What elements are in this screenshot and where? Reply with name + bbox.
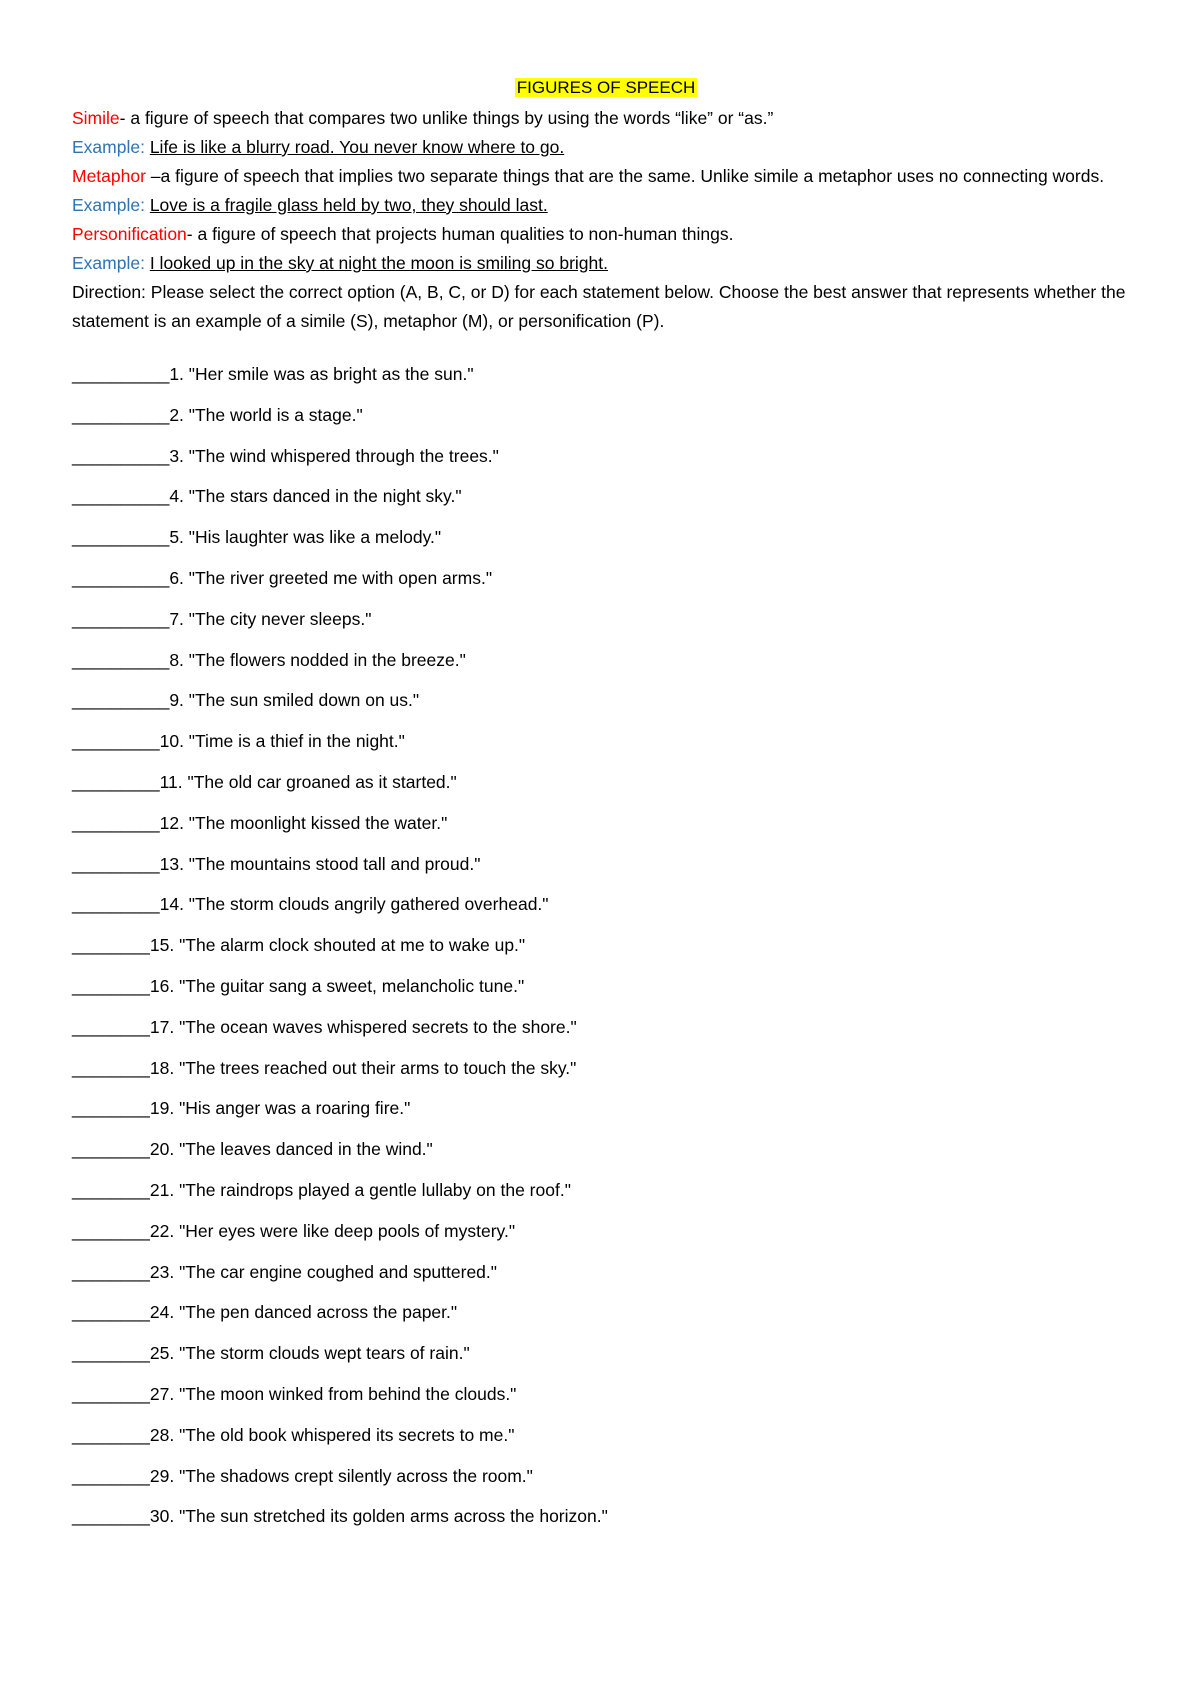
question-item — [72, 599, 1140, 640]
definition-metaphor — [72, 162, 1140, 191]
answer-blank[interactable]: _________ — [72, 894, 160, 915]
example-text: Life is like a blurry road. You never know where to go. — [149, 137, 565, 157]
answer-blank[interactable]: ________ — [72, 935, 150, 956]
term-personification: Personification — [72, 224, 187, 244]
title-row — [72, 74, 1140, 102]
example-label: Example: — [72, 137, 145, 157]
question-text: 20. "The leaves danced in the wind." — [149, 1139, 433, 1160]
answer-blank[interactable]: ________ — [72, 1016, 150, 1037]
example-personification — [72, 249, 1140, 278]
answer-blank[interactable]: _________ — [72, 771, 160, 792]
question-text: 3. "The wind whispered through the trees." — [169, 445, 499, 466]
example-text: I looked up in the sky at night the moon is smiling so bright. — [149, 253, 608, 273]
answer-blank[interactable]: __________ — [72, 445, 170, 466]
answer-blank[interactable]: _________ — [72, 731, 160, 752]
question-text: 4. "The stars danced in the night sky." — [169, 486, 462, 507]
question-item — [72, 680, 1140, 721]
question-text: 13. "The mountains stood tall and proud." — [159, 853, 481, 874]
question-item — [72, 1496, 1140, 1537]
answer-blank[interactable]: ________ — [72, 1343, 150, 1364]
definition-text: - a figure of speech that projects human qualities to non-human things. — [186, 224, 734, 244]
question-text: 25. "The storm clouds wept tears of rain." — [149, 1343, 470, 1364]
example-simile — [72, 133, 1140, 162]
question-text: 9. "The sun smiled down on us." — [169, 690, 420, 711]
question-text: 7. "The city never sleeps." — [169, 608, 372, 629]
question-item — [72, 1088, 1140, 1129]
question-item — [72, 1007, 1140, 1048]
answer-blank[interactable]: ________ — [72, 1424, 150, 1445]
answer-blank[interactable]: ________ — [72, 1098, 150, 1119]
answer-blank[interactable]: ________ — [72, 1057, 150, 1078]
question-item — [72, 884, 1140, 925]
question-text: 21. "The raindrops played a gentle lullaby on the roof." — [149, 1179, 571, 1200]
question-item — [72, 1333, 1140, 1374]
question-text: 24. "The pen danced across the paper." — [149, 1302, 458, 1323]
question-list — [72, 354, 1140, 1537]
question-text: 15. "The alarm clock shouted at me to wake up." — [149, 935, 526, 956]
term-metaphor: Metaphor — [72, 166, 146, 186]
question-item — [72, 966, 1140, 1007]
question-item — [72, 517, 1140, 558]
answer-blank[interactable]: ________ — [72, 1506, 150, 1527]
question-item — [72, 1374, 1140, 1415]
question-text: 19. "His anger was a roaring fire." — [149, 1098, 411, 1119]
answer-blank[interactable]: ________ — [72, 1302, 150, 1323]
question-text: 28. "The old book whispered its secrets to me." — [149, 1424, 515, 1445]
question-item — [72, 721, 1140, 762]
question-text: 17. "The ocean waves whispered secrets to the shore." — [149, 1016, 577, 1037]
answer-blank[interactable]: _________ — [72, 812, 160, 833]
question-text: 12. "The moonlight kissed the water." — [159, 812, 448, 833]
question-item — [72, 762, 1140, 803]
question-text: 6. "The river greeted me with open arms." — [169, 567, 493, 588]
answer-blank[interactable]: __________ — [72, 608, 170, 629]
question-text: 5. "His laughter was like a melody." — [169, 527, 442, 548]
question-text: 8. "The flowers nodded in the breeze." — [169, 649, 466, 670]
question-item — [72, 803, 1140, 844]
question-item — [72, 558, 1140, 599]
answer-blank[interactable]: ________ — [72, 1383, 150, 1404]
question-item — [72, 640, 1140, 681]
answer-blank[interactable]: ________ — [72, 975, 150, 996]
answer-blank[interactable]: __________ — [72, 567, 170, 588]
example-label: Example: — [72, 253, 145, 273]
answer-blank[interactable]: ________ — [72, 1261, 150, 1282]
answer-blank[interactable]: __________ — [72, 404, 170, 425]
question-text: 18. "The trees reached out their arms to touch the sky." — [149, 1057, 577, 1078]
question-text: 30. "The sun stretched its golden arms across the horizon." — [149, 1506, 608, 1527]
answer-blank[interactable]: ________ — [72, 1465, 150, 1486]
answer-blank[interactable]: ________ — [72, 1179, 150, 1200]
definition-simile — [72, 104, 1140, 133]
question-item — [72, 844, 1140, 885]
question-item — [72, 354, 1140, 395]
question-item — [72, 1292, 1140, 1333]
question-text: 11. "The old car groaned as it started." — [159, 771, 457, 792]
answer-blank[interactable]: __________ — [72, 527, 170, 548]
question-item — [72, 436, 1140, 477]
answer-blank[interactable]: __________ — [72, 649, 170, 670]
question-item — [72, 1048, 1140, 1089]
definition-text: –a figure of speech that implies two separate things that are the same. Unlike simile a metaphor uses no connecting words. — [145, 166, 1105, 186]
question-text: 1. "Her smile was as bright as the sun." — [169, 364, 474, 384]
answer-blank[interactable]: _________ — [72, 853, 160, 874]
definition-text: - a figure of speech that compares two unlike things by using the words “like” or “as.” — [119, 108, 774, 128]
answer-blank[interactable]: __________ — [72, 486, 170, 507]
question-item — [72, 395, 1140, 436]
answer-blank[interactable]: __________ — [72, 690, 170, 711]
answer-blank[interactable]: ________ — [72, 1139, 150, 1160]
question-item — [72, 1415, 1140, 1456]
question-item — [72, 1456, 1140, 1497]
question-text: 27. "The moon winked from behind the clouds." — [149, 1383, 517, 1404]
question-text: 14. "The storm clouds angrily gathered overhead." — [159, 894, 549, 915]
example-label: Example: — [72, 195, 145, 215]
question-item — [72, 925, 1140, 966]
page-title: FIGURES OF SPEECH — [516, 78, 696, 97]
question-item — [72, 1170, 1140, 1211]
question-item — [72, 1252, 1140, 1293]
example-text: Love is a fragile glass held by two, they should last. — [149, 195, 548, 215]
direction-text: Direction: Please select the correct option (A, B, C, or D) for each statement below. Choose the best answer that represents whether the statement is an example of a simile (S), metaphor (M), or personification (P). — [72, 282, 1126, 331]
definition-personification — [72, 220, 1140, 249]
question-text: 29. "The shadows crept silently across the room." — [149, 1465, 533, 1486]
question-text: 2. "The world is a stage." — [169, 404, 363, 425]
question-item — [72, 476, 1140, 517]
question-text: 10. "Time is a thief in the night." — [159, 731, 405, 752]
term-simile: Simile — [72, 108, 120, 128]
answer-blank[interactable]: ________ — [72, 1220, 150, 1241]
question-item — [72, 1211, 1140, 1252]
question-text: 22. "Her eyes were like deep pools of mystery." — [149, 1220, 516, 1241]
question-item — [72, 1129, 1140, 1170]
question-text: 16. "The guitar sang a sweet, melancholic tune." — [149, 975, 525, 996]
question-text: 23. "The car engine coughed and sputtered." — [149, 1261, 497, 1282]
answer-blank[interactable]: __________ — [72, 364, 170, 384]
example-metaphor — [72, 191, 1140, 220]
